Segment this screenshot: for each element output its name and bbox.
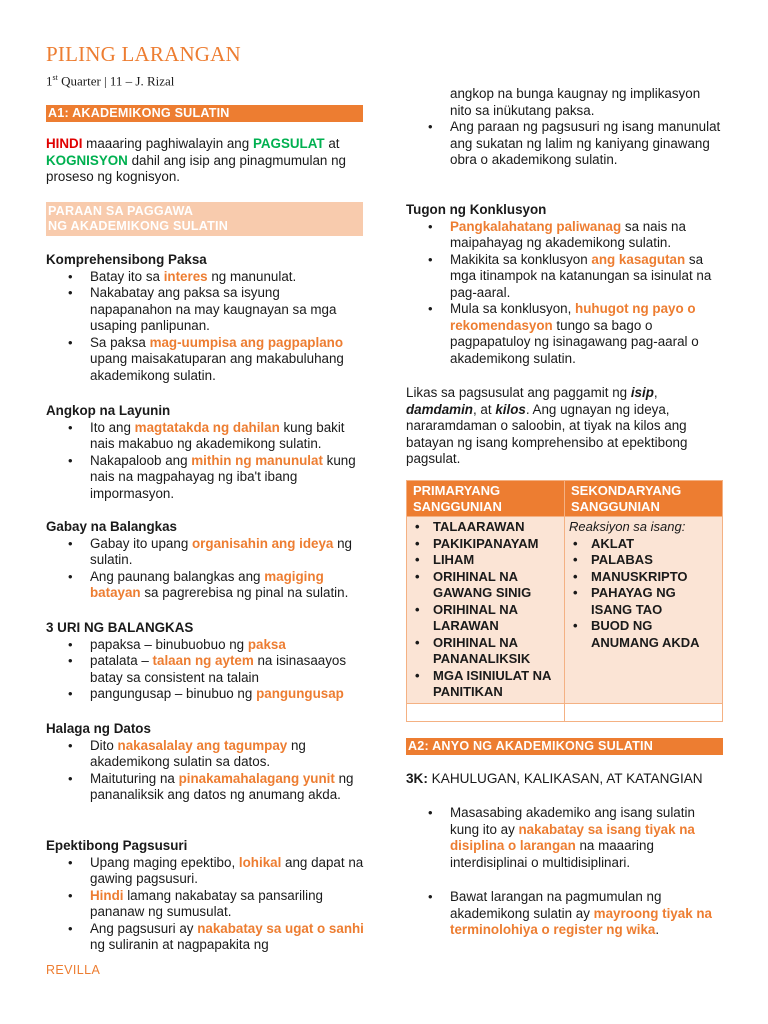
likas-paragraph: Likas sa pagsusulat ang paggamit ng isip, damdamin, at kilos. Ang ugnayan ng ideya, nararamdaman o saloobin, at tiyak na kilos ang batayan ng isang komprehensibo at epektibong pagsulat. [406, 385, 688, 466]
source-item: • BUOD NG ANUMANG AKDA [569, 618, 718, 651]
section-heading-a1: A1: AKADEMIKONG SULATIN [46, 105, 363, 122]
primary-sources-list [411, 519, 560, 701]
page-subtitle: 1st Quarter | 11 – J. Rizal [46, 73, 175, 89]
empty-cell [407, 703, 565, 721]
secondary-sources-cell [565, 517, 723, 704]
source-item: • AKLAT [569, 536, 718, 553]
source-item: • PAKIKIPANAYAM [411, 536, 560, 553]
section-title: Epektibong Pagsusuri [46, 838, 188, 853]
list-item: • Masasabing akademiko ang isang sulatin kung ito ay nakabatay sa isang tiyak na disiplina o larangan na maaaring interdisiplinai o multidisiplinari. [406, 805, 724, 871]
list-item: • Upang maging epektibo, lohikal ang dapat na gawing pagsusuri. [46, 855, 364, 888]
source-item: • TALAARAWAN [411, 519, 560, 536]
list-item: • patalata – talaan ng aytem na isinasaayos batay sa consistent na talain [46, 653, 364, 686]
section-title: Halaga ng Datos [46, 721, 151, 736]
list-item: • Pangkalahatang paliwanag sa nais na maipahayag ng akademikong sulatin. [406, 219, 724, 252]
table-header-secondary: SEKONDARYANG SANGGUNIAN [565, 481, 723, 517]
list-item: • Ang pagsusuri ay nakabatay sa ugat o sanhi ng suliranin at nagpapakita ng [46, 921, 364, 954]
source-item: • ORIHINAL NA GAWANG SINIG [411, 569, 560, 602]
list-item: • Dito nakasalalay ang tagumpay ng akademikong sulatin sa datos. [46, 738, 364, 771]
list-item: • Ang paunang balangkas ang magiging batayan sa pagrerebisa ng pinal na sulatin. [46, 569, 364, 602]
page-title: PILING LARANGAN [46, 42, 241, 66]
section-title: Gabay na Balangkas [46, 519, 177, 534]
list-item: • Maituturing na pinakamahalagang yunit ng pananaliksik ang datos ng anumang akda. [46, 771, 364, 804]
k3-heading: 3K: KAHULUGAN, KALIKASAN, AT KATANGIAN [406, 771, 703, 786]
source-item: • LIHAM [411, 552, 560, 569]
list-item: • Gabay ito upang organisahin ang ideya ng sulatin. [46, 536, 364, 569]
list-item: • Batay ito sa interes ng manunulat. [46, 269, 364, 286]
table-header-primary: PRIMARYANG SANGGUNIAN [407, 481, 565, 517]
list-item: • Bawat larangan na pagmumulan ng akademikong sulatin ay mayroong tiyak na terminolohiya o register ng wika. [406, 889, 724, 939]
section-title: Angkop na Layunin [46, 403, 171, 418]
section-anyo [406, 805, 724, 939]
section-angkop-na-layunin [46, 403, 364, 502]
source-item: • ORIHINAL NA PANANALIKSIK [411, 635, 560, 668]
subsection-heading-paraan: PARAAN SA PAGGAWA NG AKADEMIKONG SULATIN [46, 202, 363, 236]
list-item: • Nakapaloob ang mithin ng manunulat kung nais na magpahayag ng iba't ibang impormasyon. [46, 453, 364, 503]
primary-sources-cell [407, 517, 565, 704]
source-item: • ORIHINAL NA LARAWAN [411, 602, 560, 635]
list-item: • Nakabatay ang paksa sa isyung napapanahon na may kaugnayan sa mga usaping panlipunan. [46, 285, 364, 335]
list-item: • pangungusap – binubuo ng pangungusap [46, 686, 364, 703]
section-tugon-ng-konklusyon [406, 202, 724, 367]
section-komprehensibong-paksa [46, 252, 364, 384]
empty-cell [565, 703, 723, 721]
list-item: • Mula sa konklusyon, huhugot ng payo o rekomendasyon tungo sa bago o pagpapatuloy ng isinagawang pag-aaral o akademikong sulatin. [406, 301, 724, 367]
list-item: • Hindi lamang nakabatay sa pansariling pananaw ng sumusulat. [46, 888, 364, 921]
section-halaga-ng-datos [46, 721, 364, 804]
section-epektibong-pagsusuri [46, 838, 364, 954]
section-heading-a2: A2: ANYO NG AKADEMIKONG SULATIN [406, 738, 723, 755]
section-title: Komprehensibong Paksa [46, 252, 207, 267]
section-gabay-na-balangkas [46, 519, 364, 602]
list-item: • Ito ang magtatakda ng dahilan kung bakit nais makabuo ng akademikong sulatin. [46, 420, 364, 453]
footer-author: REVILLA [46, 963, 101, 977]
section-title: 3 URI NG BALANGKAS [46, 620, 194, 635]
list-item: • Makikita sa konklusyon ang kasagutan sa mga itinampok na katanungan sa isinulat na pag-aaral. [406, 252, 724, 302]
list-item: • Sa paksa mag-uumpisa ang pagpaplano upang maisakatuparan ang makabuluhang akademikong sulatin. [46, 335, 364, 385]
source-item: • MANUSKRIPTO [569, 569, 718, 586]
sanggunian-table [406, 480, 723, 722]
secondary-note: Reaksiyon sa isang: [569, 519, 686, 534]
list-item-continuation: angkop na bunga kaugnay ng implikasyon nito sa inükutang paksa. [450, 86, 701, 118]
list-item: • Ang paraan ng pagsusuri ng isang manunulat ang sukatan ng lalim ng kaniyang ginawang obra o akademikong sulatin. [406, 119, 724, 169]
source-item: • PAHAYAG NG ISANG TAO [569, 585, 718, 618]
source-item: • MGA ISINIULAT NA PANITIKAN [411, 668, 560, 701]
section-epektibong-pagsusuri-cont [406, 86, 724, 169]
intro-paragraph: HINDI maaaring paghiwalayin ang PAGSULAT at KOGNISYON dahil ang isip ang pinagmumulan ng proseso ng kognisyon. [46, 136, 346, 184]
source-item: • PALABAS [569, 552, 718, 569]
section-uri-ng-balangkas [46, 620, 364, 703]
list-item: • papaksa – binubuobuo ng paksa [46, 637, 364, 654]
secondary-sources-list [569, 536, 718, 652]
section-title: Tugon ng Konklusyon [406, 202, 547, 217]
